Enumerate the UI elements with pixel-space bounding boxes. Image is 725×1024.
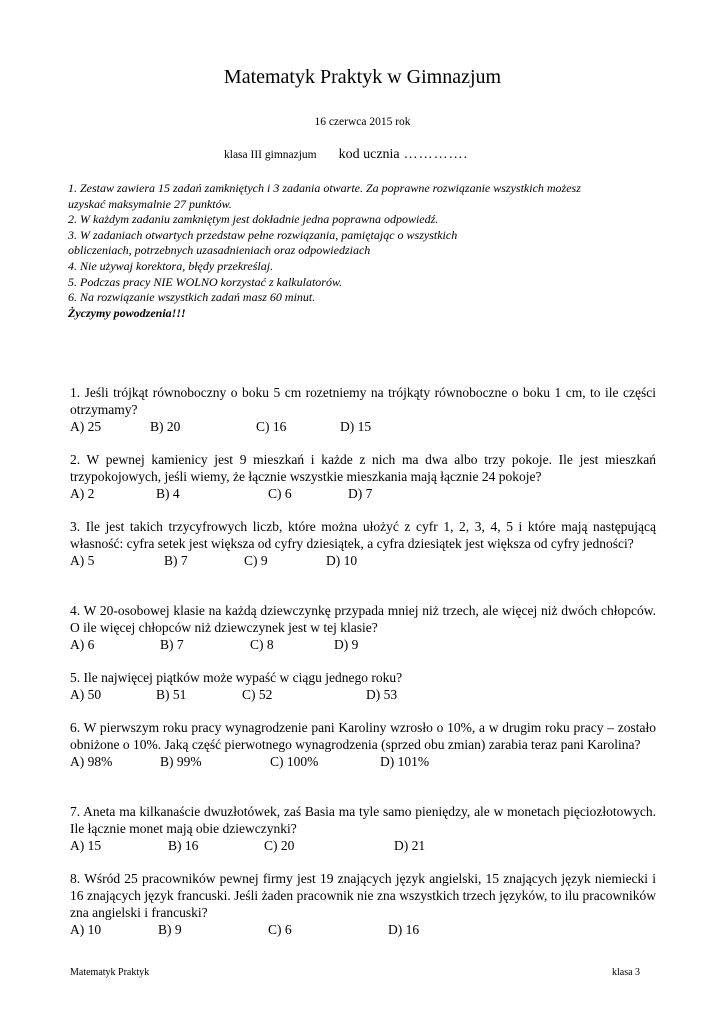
answer-c: C) 6 <box>268 922 292 937</box>
answer-b: B) 7 <box>160 637 184 652</box>
answer-a: A) 25 <box>70 419 102 434</box>
answer-b: B) 4 <box>156 486 180 501</box>
instructions <box>68 181 668 321</box>
question-text: 7. Aneta ma kilkanaście dwuzłotówek, zaś Basia ma tyle samo pieniędzy, ale w monetach pięciozłotowych. Ile łącznie monet mają obie dziewczynki? <box>70 804 656 836</box>
answer-d: D) 21 <box>394 838 426 853</box>
question-text: 6. W pierwszym roku pracy wynagrodzenie pani Karoliny wzrosło o 10%, a w drugim roku pracy – zostało obniżone o 10%. Jaką część pierwotnego wynagrodzenia (sprzed obu zmian) zarabia teraz pani Karolina? <box>70 720 656 752</box>
instruction-line: 5. Podczas pracy NIE WOLNO korzystać z kalkulatorów. <box>68 274 343 289</box>
answer-a: A) 2 <box>70 486 95 501</box>
answer-b: B) 7 <box>164 553 188 568</box>
answer-d: D) 101% <box>380 754 430 769</box>
question-5 <box>70 669 656 703</box>
question-2 <box>70 451 656 502</box>
answer-options <box>70 686 656 703</box>
question-8 <box>70 870 656 938</box>
answer-b: B) 99% <box>160 754 202 769</box>
instruction-line: obliczeniach, potrzebnych uzasadnieniach oraz odpowiedziach <box>68 243 371 258</box>
answer-d: D) 16 <box>388 922 420 937</box>
answer-options <box>70 753 656 770</box>
answer-b: B) 16 <box>168 838 199 853</box>
instruction-line: 2. W każdym zadaniu zamkniętym jest dokładnie jedna poprawna odpowiedź. <box>68 212 439 227</box>
question-text: 2. W pewnej kamienicy jest 9 mieszkań i każde z nich ma dwa albo trzy pokoje. Ile jest mieszkań trzypokojowych, jeśli wiemy, że łącznie wszystkie mieszkania mają łącznie 24 pokoje? <box>70 452 656 484</box>
question-1 <box>70 384 656 435</box>
instruction-line: 1. Zestaw zawiera 15 zadań zamkniętych i 3 zadania otwarte. Za poprawne rozwiązanie wszystkich możesz <box>68 181 581 195</box>
page-title: Matematyk Praktyk w Gimnazjum <box>223 66 502 88</box>
question-text: 5. Ile najwięcej piątków może wypaść w ciągu jednego roku? <box>70 670 403 685</box>
answer-c: C) 52 <box>242 687 273 702</box>
answer-c: C) 9 <box>244 553 268 568</box>
instruction-line: 3. W zadaniach otwartych przedstaw pełne rozwiązania, pamiętając o wszystkich <box>68 227 458 242</box>
question-3 <box>70 518 656 569</box>
question-7 <box>70 803 656 854</box>
class-line <box>224 147 468 163</box>
instruction-line: uzyskać maksymalnie 27 punktów. <box>68 196 232 211</box>
answer-c: C) 6 <box>268 486 292 501</box>
answer-c: C) 100% <box>270 754 319 769</box>
answer-d: D) 53 <box>366 687 398 702</box>
question-6 <box>70 719 656 770</box>
answer-d: D) 9 <box>334 637 359 652</box>
answer-d: D) 15 <box>340 419 372 434</box>
answer-options <box>70 636 656 653</box>
answer-a: A) 5 <box>70 553 95 568</box>
answer-a: A) 6 <box>70 637 95 652</box>
student-code-label: kod ucznia <box>338 147 400 162</box>
answer-a: A) 10 <box>70 922 102 937</box>
answer-a: A) 50 <box>70 687 102 702</box>
answer-options <box>70 485 656 502</box>
footer-right: klasa 3 <box>612 967 641 978</box>
answer-d: D) 7 <box>348 486 373 501</box>
instruction-line: 6. Na rozwiązanie wszystkich zadań masz 60 minut. <box>68 290 316 305</box>
answer-b: B) 9 <box>158 922 182 937</box>
answer-a: A) 98% <box>70 754 113 769</box>
answer-options <box>70 921 656 938</box>
question-text: 3. Ile jest takich trzycyfrowych liczb, które można ułożyć z cyfr 1, 2, 3, 4, 5 i które mają następującą własność: cyfra setek jest większa od cyfry dziesiątek, a cyfra dziesiątek jest większa od cyfry jedności? <box>70 519 656 551</box>
question-text: 8. Wśród 25 pracowników pewnej firmy jest 19 znających język angielski, 15 znających język niemiecki i 16 znających język francuski. Jeśli żaden pracownik nie zna wszystkich trzech języków, to ilu pracowników zna angielski i francuski? <box>70 871 656 920</box>
instruction-line: 4. Nie używaj korektora, błędy przekreślaj. <box>68 258 274 273</box>
footer-left: Matematyk Praktyk <box>70 967 150 978</box>
answer-b: B) 51 <box>156 687 187 702</box>
question-text: 1. Jeśli trójkąt równoboczny o boku 5 cm rozetniemy na trójkąty równoboczne o boku 1 cm, to ile części otrzymamy? <box>70 385 656 417</box>
answer-options <box>70 418 656 435</box>
answer-options <box>70 552 656 569</box>
exam-date: 16 czerwca 2015 rok <box>314 116 411 128</box>
answer-a: A) 15 <box>70 838 102 853</box>
question-text: 4. W 20-osobowej klasie na każdą dziewczynkę przypada mniej niż trzech, ale więcej niż dwóch chłopców. O ile więcej chłopców niż dziewczynek jest w tej klasie? <box>70 603 656 635</box>
answer-c: C) 8 <box>250 637 274 652</box>
answer-options <box>70 837 656 854</box>
question-4 <box>70 602 656 653</box>
class-label: klasa III gimnazjum <box>224 149 317 161</box>
answer-d: D) 10 <box>326 553 358 568</box>
answer-c: C) 20 <box>264 838 295 853</box>
student-code-dots: …………. <box>403 147 469 162</box>
good-luck-wish: Życzymy powodzenia!!! <box>68 305 186 320</box>
answer-b: B) 20 <box>150 419 181 434</box>
answer-c: C) 16 <box>256 419 287 434</box>
